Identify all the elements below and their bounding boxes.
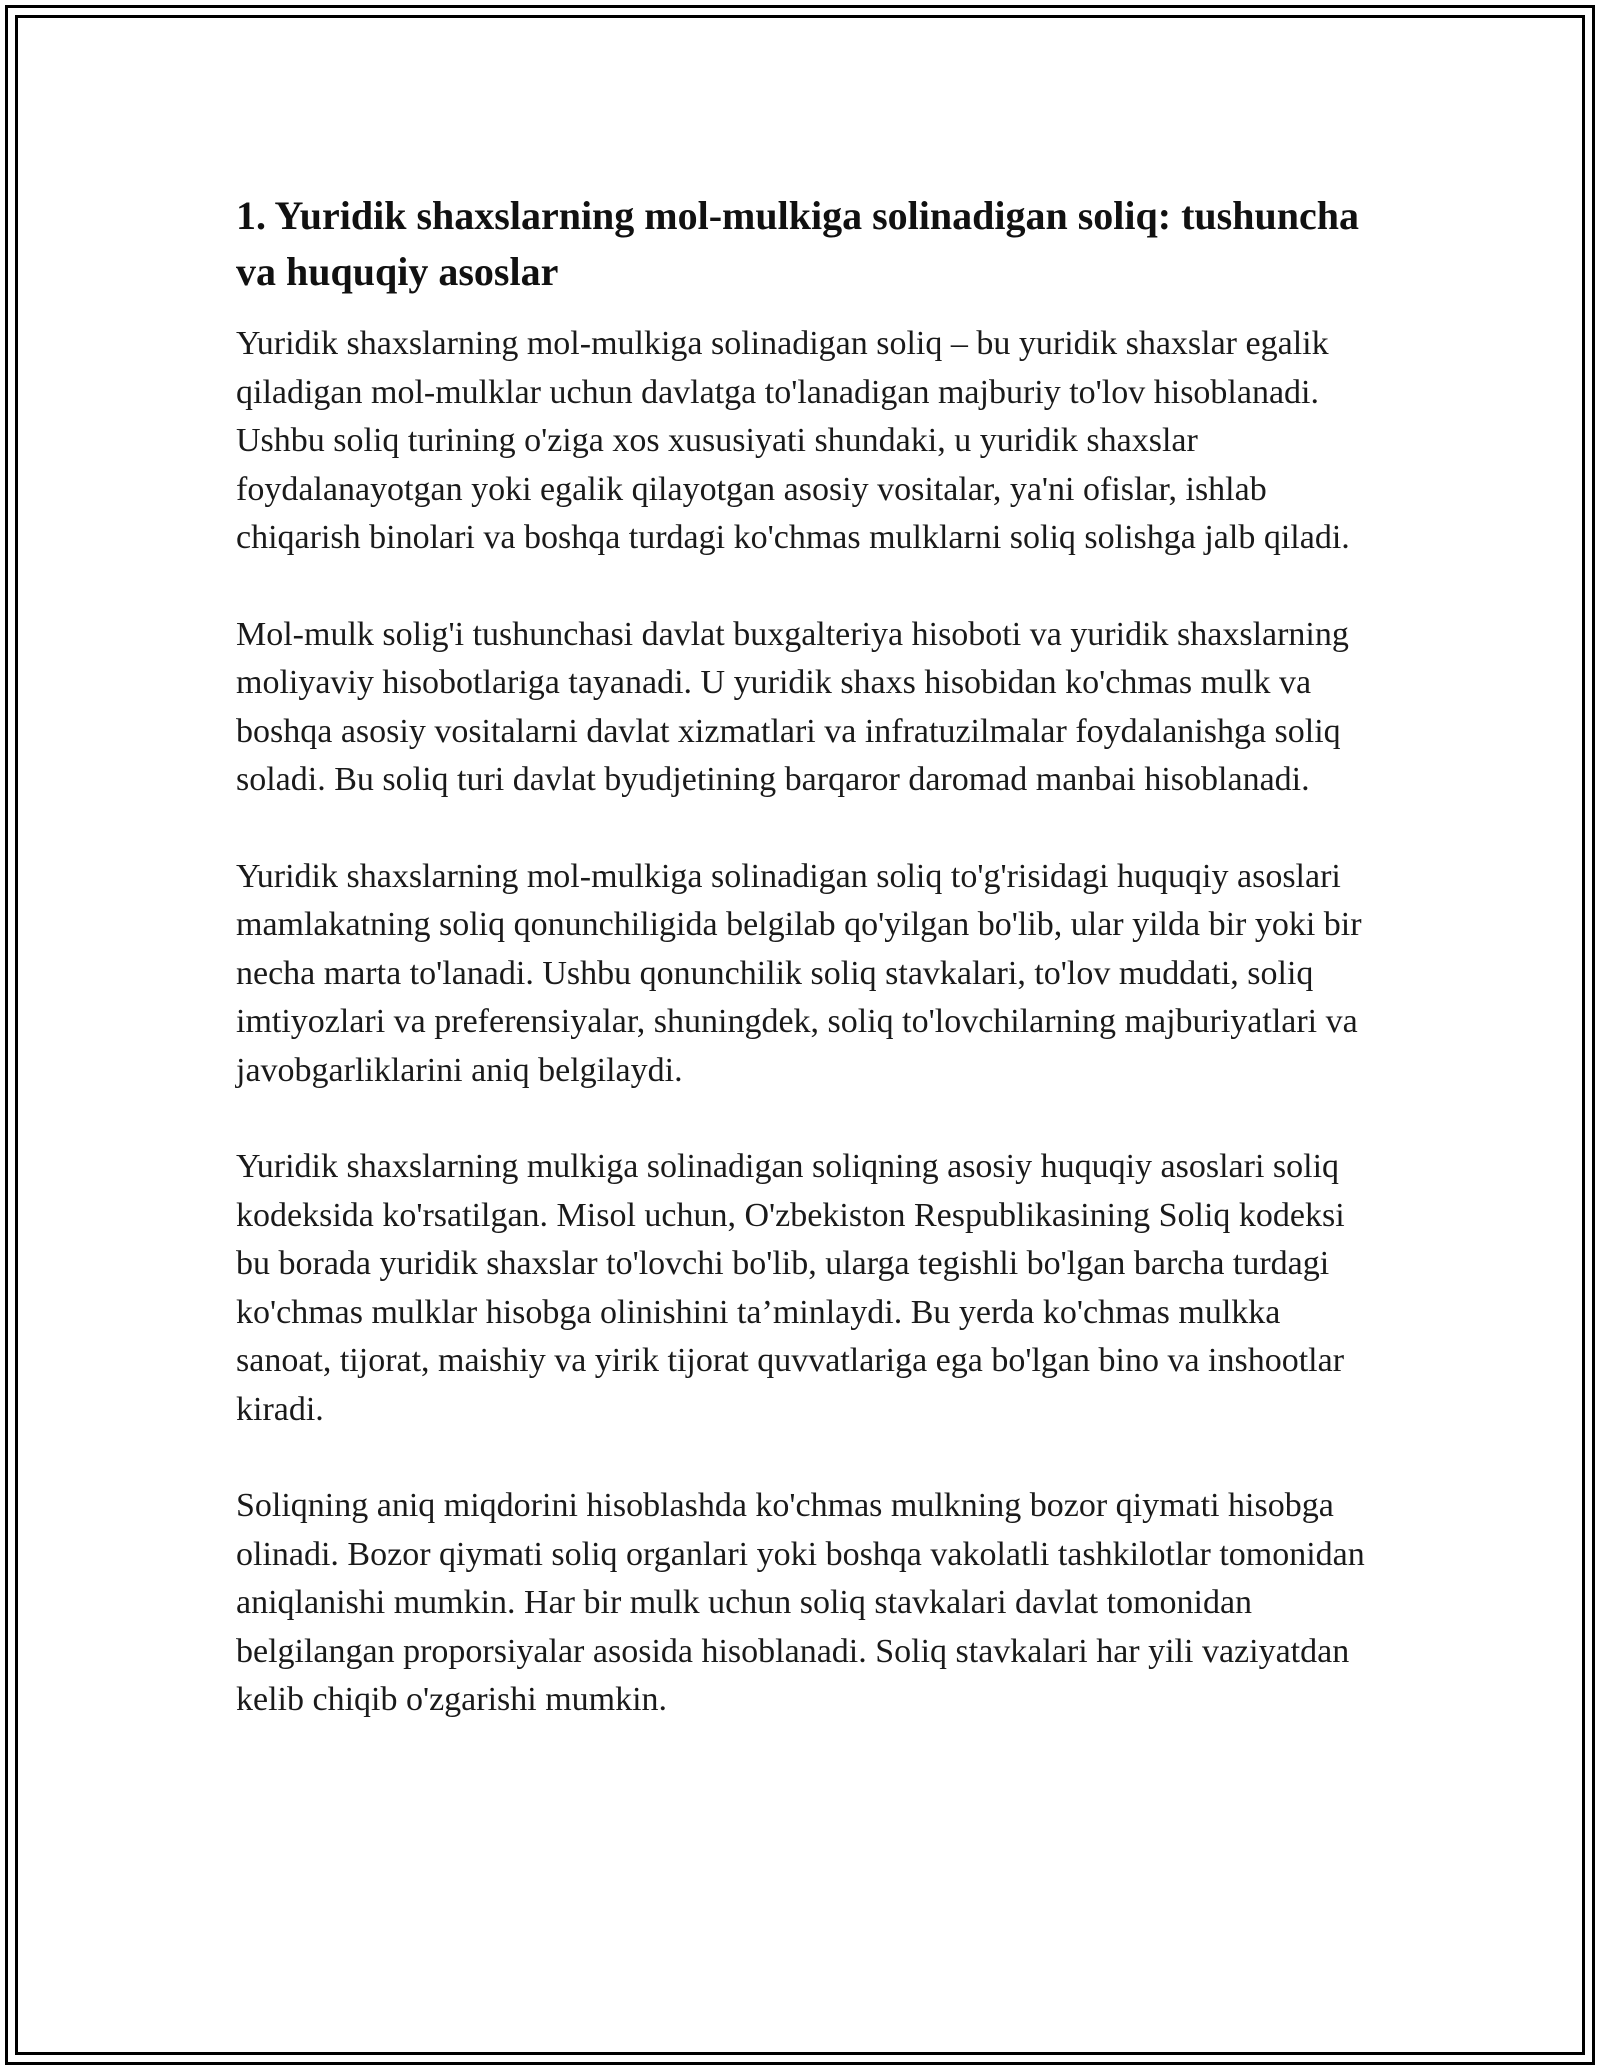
paragraph-1: Yuridik shaxslarning mol-mulkiga solinadigan soliq – bu yuridik shaxslar egalik qiladigan mol-mulklar uchun davlatga to'lanadigan majburiy to'lov hisoblanadi. Ushbu soliq turining o'ziga xos xususiyati shundaki, u yuridik shaxslar foydalanayotgan yoki egalik qilayotgan asosiy vositalar, ya'ni ofislar, ishlab chiqarish binolari va boshqa turdagi ko'chmas mulklarni soliq solishga jalb qiladi. [236, 325, 1350, 556]
paragraph-5: Soliqning aniq miqdorini hisoblashda ko'chmas mulkning bozor qiymati hisobga olinadi. Bozor qiymati soliq organlari yoki boshqa vakolatli tashkilotlar tomonidan aniqlanishi mumkin. Har bir mulk uchun soliq stavkalari davlat tomonidan belgilangan proporsiyalar asosida hisoblanadi. Soliq stavkalari har yili vaziyatdan kelib chiqib o'zgarishi mumkin. [236, 1487, 1365, 1718]
paragraph-2: Mol-mulk solig'i tushunchasi davlat buxgalteriya hisoboti va yuridik shaxslarning moliyaviy hisobotlariga tayanadi. U yuridik shaxs hisobidan ko'chmas mulk va boshqa asosiy vositalarni davlat xizmatlari va infratuzilmalar foydalanishga soliq soladi. Bu soliq turi davlat byudjetining barqaror daromad manbai hisoblanadi. [236, 615, 1349, 798]
paragraph-4: Yuridik shaxslarning mulkiga solinadigan soliqning asosiy huquqiy asoslari soliq kodeksida ko'rsatilgan. Misol uchun, O'zbekiston Respublikasining Soliq kodeksi bu borada yuridik shaxslar to'lovchi bo'lib, ularga tegishli bo'lgan barcha turdagi ko'chmas mulklar hisobga olinishini ta’minlaydi. Bu yerda ko'chmas mulkka sanoat, tijorat, maishiy va yirik tijorat quvvatlariga ega bo'lgan bino va inshootlar kiradi. [236, 1148, 1345, 1428]
paragraph-3: Yuridik shaxslarning mol-mulkiga solinadigan soliq to'g'risidagi huquqiy asoslari mamlakatning soliq qonunchiligida belgilab qo'yilgan bo'lib, ular yilda bir yoki bir necha marta to'lanadi. Ushbu qonunchilik soliq stavkalari, to'lov muddati, soliq imtiyozlari va preferensiyalar, shuningdek, soliq to'lovchilarning majburiyatlari va javobgarliklarini aniq belgilaydi. [236, 857, 1362, 1089]
document-body [236, 188, 1366, 1773]
section-heading: 1. Yuridik shaxslarning mol-mulkiga solinadigan soliq: tushuncha va huquqiy asoslar [236, 193, 1359, 294]
